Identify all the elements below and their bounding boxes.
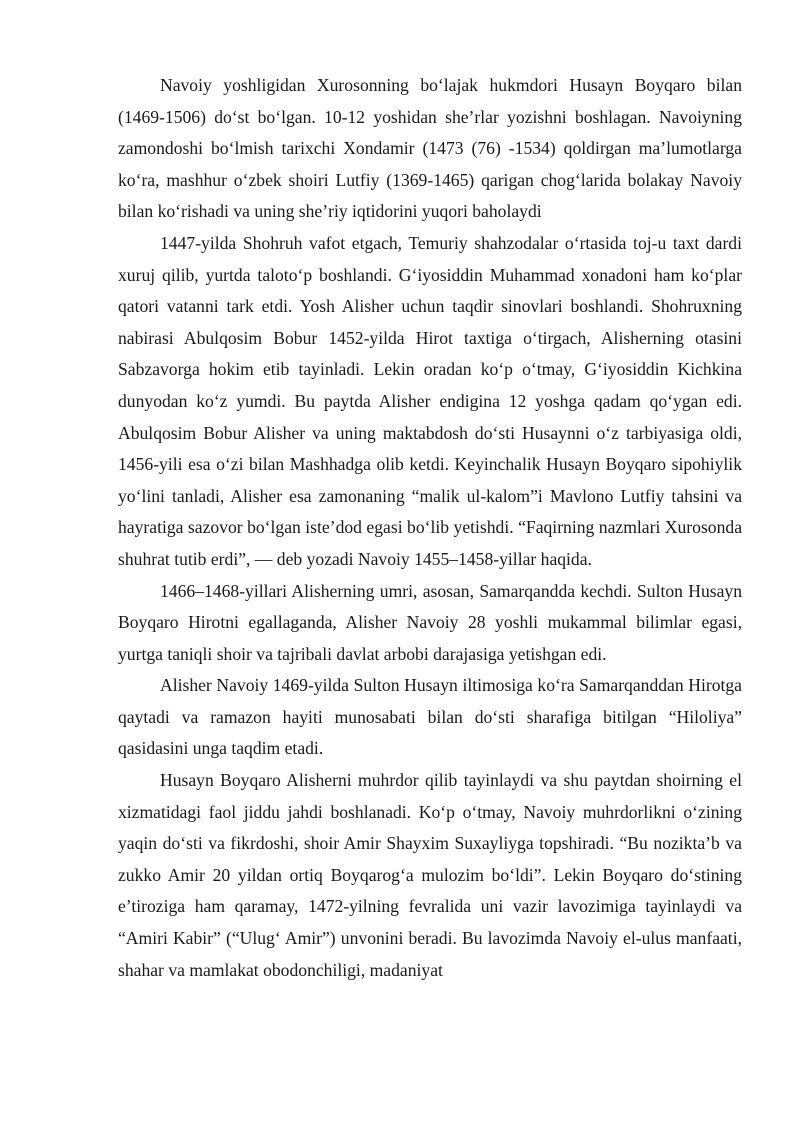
- paragraph: 1447-yilda Shohruh vafot etgach, Temuriy shahzodalar o‘rtasida toj-u taxt dardi xuruj qilib, yurtda taloto‘p boshlandi. G‘iyosiddin Muhammad xonadoni ham ko‘plar qatori vatanni tark etdi. Yosh Alisher uchun taqdir sinovlari boshlandi. Shohruxning nabirasi Abulqosim Bobur 1452-yilda Hirot taxtiga o‘tirgach, Alisherning otasini Sabzavorga hokim etib tayinladi. Lekin oradan ko‘p o‘tmay, G‘iyosiddin Kichkina dunyodan ko‘z yumdi. Bu paytda Alisher endigina 12 yoshga qadam qo‘ygan edi. Abulqosim Bobur Alisher va uning maktabdosh do‘sti Husaynni o‘z tarbiyasiga oldi, 1456-yili esa o‘zi bilan Mashhadga olib ketdi. Keyinchalik Husayn Boyqaro sipohiylik yo‘lini tanladi, Alisher esa zamonaning “malik ul-kalom”i Mavlono Lutfiy tahsini va hayratiga sazovor bo‘lgan iste’dod egasi bo‘lib yetishdi. “Faqirning nazmlari Xurosonda shuhrat tutib erdi”, — deb yozadi Navoiy 1455–1458-yillar haqida.: [118, 232, 742, 569]
- paragraph: 1466–1468-yillari Alisherning umri, asosan, Samarqandda kechdi. Sulton Husayn Boyqaro Hirotni egallaganda, Alisher Navoiy 28 yoshli mukammal bilimlar egasi, yurtga taniqli shoir va tajribali davlat arbobi darajasiga yetishgan edi.: [118, 580, 742, 664]
- paragraph: Navoiy yoshligidan Xurosonning bo‘lajak hukmdori Husayn Boyqaro bilan (1469-1506) do‘st bo‘lgan. 10-12 yoshidan she’rlar yozishni boshlagan. Navoiyning zamondoshi bo‘lmish tarixchi Xondamir (1473 (76) -1534) qoldirgan ma’lumotlarga ko‘ra, mashhur o‘zbek shoiri Lutfiy (1369-1465) qarigan chog‘larida bolakay Navoiy bilan ko‘rishadi va uning she’riy iqtidorini yuqori baholaydi: [118, 75, 742, 222]
- paragraph: Husayn Boyqaro Alisherni muhrdor qilib tayinlaydi va shu paytdan shoirning el xizmatidagi faol jiddu jahdi boshlanadi. Ko‘p o‘tmay, Navoiy muhrdorlikni o‘zining yaqin do‘sti va fikrdoshi, shoir Amir Shayxim Suxayliyga topshiradi. “Bu nozikta’b va zukko Amir 20 yildan ortiq Boyqarog‘a mulozim bo‘ldi”. Lekin Boyqaro do‘stining e’tiroziga ham qaramay, 1472-yilning fevralida uni vazir lavozimiga tayinlaydi va “Amiri Kabir” (“Ulug‘ Amir”) unvonini beradi. Bu lavozimda Navoiy el-ulus manfaati, shahar va mamlakat obodonchiligi, madaniyat: [118, 770, 742, 980]
- document-page: [118, 70, 742, 986]
- paragraph: Alisher Navoiy 1469-yilda Sulton Husayn iltimosiga ko‘ra Samarqanddan Hirotga qaytadi va ramazon hayiti munosabati bilan do‘sti sharafiga bitilgan “Hiloliya” qasidasini unga taqdim etadi.: [118, 675, 742, 759]
